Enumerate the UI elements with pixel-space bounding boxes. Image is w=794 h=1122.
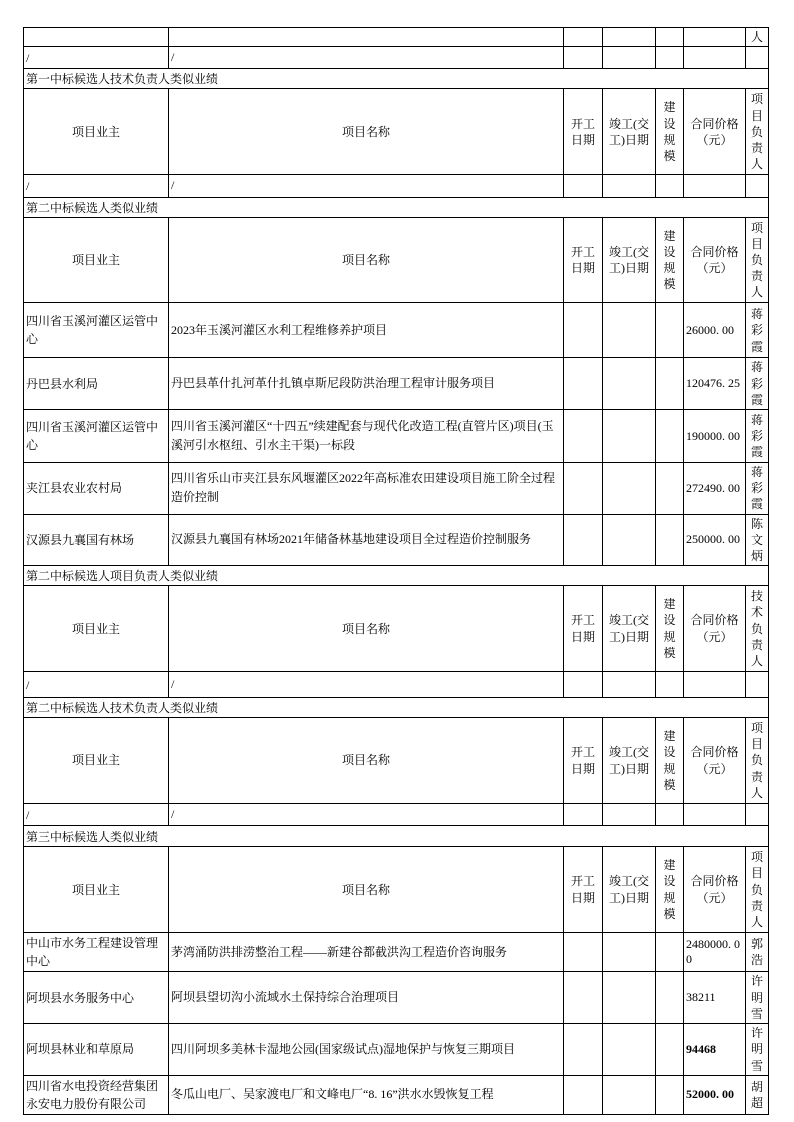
start-date-cell <box>564 972 603 1024</box>
scale-column-header: 建设规模 <box>656 847 684 933</box>
owner-column-header: 项目业主 <box>24 217 169 303</box>
start-date-cell <box>564 1024 603 1076</box>
completion-date-column-header: 竣工(交工)日期 <box>603 847 656 933</box>
section-title-row <box>24 566 769 586</box>
table-row <box>24 672 769 698</box>
scale-column-header: 建设规模 <box>656 718 684 804</box>
owner-cell: / <box>24 804 169 826</box>
completion-date-cell <box>603 672 656 698</box>
start-date-column-header: 开工日期 <box>564 586 603 672</box>
owner-cell: 阿坝县水务服务中心 <box>24 972 169 1024</box>
table-row <box>24 1075 769 1114</box>
completion-date-cell <box>603 28 656 47</box>
completion-date-cell <box>603 303 656 358</box>
person-cell <box>746 804 769 826</box>
project-name-column-header: 项目名称 <box>169 586 564 672</box>
project-name-cell: 四川省乐山市夹江县东风堰灌区2022年高标准农田建设项目施工阶全过程造价控制 <box>169 463 564 515</box>
section-title: 第二中标候选人项目负责人类似业绩 <box>24 566 769 586</box>
price-cell <box>684 47 746 69</box>
completion-date-cell <box>603 463 656 515</box>
scale-cell <box>656 463 684 515</box>
column-header-row <box>24 586 769 672</box>
start-date-cell <box>564 358 603 410</box>
owner-cell: 阿坝县林业和草原局 <box>24 1024 169 1076</box>
project-name-cell: / <box>169 47 564 69</box>
section-title-row <box>24 69 769 89</box>
table-row <box>24 933 769 972</box>
completion-date-column-header: 竣工(交工)日期 <box>603 217 656 303</box>
start-date-cell <box>564 47 603 69</box>
scale-cell <box>656 303 684 358</box>
price-cell: 52000. 00 <box>684 1075 746 1114</box>
performance-table <box>23 27 769 1115</box>
owner-cell: 丹巴县水利局 <box>24 358 169 410</box>
scale-cell <box>656 672 684 698</box>
person-column-header: 项目负责人 <box>746 89 769 175</box>
completion-date-cell <box>603 804 656 826</box>
completion-date-cell <box>603 933 656 972</box>
project-name-cell: / <box>169 804 564 826</box>
price-cell: 94468 <box>684 1024 746 1076</box>
completion-date-cell <box>603 358 656 410</box>
table-row <box>24 1024 769 1076</box>
price-column-header: 合同价格（元） <box>684 217 746 303</box>
table-row <box>24 514 769 566</box>
owner-column-header: 项目业主 <box>24 718 169 804</box>
person-cell: 人 <box>746 28 769 47</box>
table-row <box>24 972 769 1024</box>
table-row <box>24 358 769 410</box>
section-title-row <box>24 698 769 718</box>
owner-column-header: 项目业主 <box>24 847 169 933</box>
owner-column-header: 项目业主 <box>24 586 169 672</box>
start-date-cell <box>564 175 603 197</box>
owner-cell: 四川省水电投资经营集团永安电力股份有限公司 <box>24 1075 169 1114</box>
project-name-cell: / <box>169 175 564 197</box>
start-date-cell <box>564 514 603 566</box>
column-header-row <box>24 847 769 933</box>
owner-cell <box>24 28 169 47</box>
person-column-header: 项目负责人 <box>746 718 769 804</box>
price-cell: 26000. 00 <box>684 303 746 358</box>
section-title: 第三中标候选人类似业绩 <box>24 826 769 847</box>
person-column-header: 项目负责人 <box>746 847 769 933</box>
start-date-cell <box>564 672 603 698</box>
owner-cell: 四川省玉溪河灌区运管中心 <box>24 303 169 358</box>
scale-column-header: 建设规模 <box>656 586 684 672</box>
table-row <box>24 175 769 197</box>
start-date-column-header: 开工日期 <box>564 217 603 303</box>
person-cell: 许明雪 <box>746 1024 769 1076</box>
owner-cell: / <box>24 175 169 197</box>
person-cell: 蒋彩霞 <box>746 410 769 463</box>
person-cell <box>746 47 769 69</box>
price-column-header: 合同价格（元） <box>684 847 746 933</box>
completion-date-cell <box>603 175 656 197</box>
column-header-row <box>24 89 769 175</box>
section-title-row <box>24 197 769 217</box>
start-date-cell <box>564 463 603 515</box>
person-column-header: 项目负责人 <box>746 217 769 303</box>
project-name-cell: 2023年玉溪河灌区水利工程维修养护项目 <box>169 303 564 358</box>
person-cell: 胡超 <box>746 1075 769 1114</box>
start-date-cell <box>564 1075 603 1114</box>
person-cell <box>746 175 769 197</box>
completion-date-cell <box>603 1075 656 1114</box>
price-column-header: 合同价格（元） <box>684 586 746 672</box>
completion-date-cell <box>603 410 656 463</box>
price-cell: 38211 <box>684 972 746 1024</box>
price-cell: 272490. 00 <box>684 463 746 515</box>
start-date-cell <box>564 28 603 47</box>
scale-cell <box>656 358 684 410</box>
owner-column-header: 项目业主 <box>24 89 169 175</box>
person-cell <box>746 672 769 698</box>
table-row <box>24 804 769 826</box>
scale-cell <box>656 514 684 566</box>
project-name-column-header: 项目名称 <box>169 89 564 175</box>
table-row <box>24 410 769 463</box>
completion-date-column-header: 竣工(交工)日期 <box>603 586 656 672</box>
person-cell: 许明雪 <box>746 972 769 1024</box>
completion-date-cell <box>603 47 656 69</box>
section-title: 第一中标候选人技术负责人类似业绩 <box>24 69 769 89</box>
start-date-cell <box>564 933 603 972</box>
completion-date-cell <box>603 972 656 1024</box>
scale-column-header: 建设规模 <box>656 89 684 175</box>
project-name-cell: 茅湾涌防洪排涝整治工程——新建谷都截洪沟工程造价咨询服务 <box>169 933 564 972</box>
scale-cell <box>656 47 684 69</box>
section-title: 第二中标候选人技术负责人类似业绩 <box>24 698 769 718</box>
price-cell <box>684 175 746 197</box>
performance-table-body <box>24 28 769 1115</box>
scale-cell <box>656 175 684 197</box>
person-cell: 蒋彩霞 <box>746 303 769 358</box>
price-cell: 120476. 25 <box>684 358 746 410</box>
start-date-cell <box>564 303 603 358</box>
price-cell <box>684 28 746 47</box>
column-header-row <box>24 718 769 804</box>
scale-cell <box>656 1075 684 1114</box>
owner-cell: 汉源县九襄国有林场 <box>24 514 169 566</box>
scale-column-header: 建设规模 <box>656 217 684 303</box>
scale-cell <box>656 410 684 463</box>
price-column-header: 合同价格（元） <box>684 718 746 804</box>
start-date-cell <box>564 410 603 463</box>
project-name-cell: 汉源县九襄国有林场2021年储备林基地建设项目全过程造价控制服务 <box>169 514 564 566</box>
project-name-cell: 四川阿坝多美林卡湿地公园(国家级试点)湿地保护与恢复三期项目 <box>169 1024 564 1076</box>
scale-cell <box>656 933 684 972</box>
table-row <box>24 463 769 515</box>
owner-cell: / <box>24 47 169 69</box>
column-header-row <box>24 217 769 303</box>
owner-cell: / <box>24 672 169 698</box>
section-title-row <box>24 826 769 847</box>
owner-cell: 中山市水务工程建设管理中心 <box>24 933 169 972</box>
start-date-column-header: 开工日期 <box>564 718 603 804</box>
scale-cell <box>656 804 684 826</box>
price-cell: 250000. 00 <box>684 514 746 566</box>
person-cell: 蒋彩霞 <box>746 358 769 410</box>
completion-date-column-header: 竣工(交工)日期 <box>603 718 656 804</box>
person-cell: 郭浩 <box>746 933 769 972</box>
continuation-row <box>24 28 769 47</box>
table-row <box>24 47 769 69</box>
completion-date-cell <box>603 514 656 566</box>
section-title: 第二中标候选人类似业绩 <box>24 197 769 217</box>
price-column-header: 合同价格（元） <box>684 89 746 175</box>
project-name-cell: / <box>169 672 564 698</box>
person-cell: 蒋彩霞 <box>746 463 769 515</box>
project-name-column-header: 项目名称 <box>169 217 564 303</box>
project-name-cell: 四川省玉溪河灌区“十四五”续建配套与现代化改造工程(直管片区)项目(玉溪河引水枢纽、引水主干渠)一标段 <box>169 410 564 463</box>
start-date-column-header: 开工日期 <box>564 89 603 175</box>
project-name-cell: 冬瓜山电厂、吴家渡电厂和文峰电厂“8. 16”洪水水毁恢复工程 <box>169 1075 564 1114</box>
scale-cell <box>656 1024 684 1076</box>
scale-cell <box>656 972 684 1024</box>
owner-cell: 四川省玉溪河灌区运管中心 <box>24 410 169 463</box>
project-name-cell: 丹巴县革什扎河革什扎镇卓斯尼段防洪治理工程审计服务项目 <box>169 358 564 410</box>
project-name-column-header: 项目名称 <box>169 718 564 804</box>
project-name-cell <box>169 28 564 47</box>
owner-cell: 夹江县农业农村局 <box>24 463 169 515</box>
person-cell: 陈文炳 <box>746 514 769 566</box>
price-cell: 2480000. 00 <box>684 933 746 972</box>
start-date-cell <box>564 804 603 826</box>
start-date-column-header: 开工日期 <box>564 847 603 933</box>
price-cell <box>684 672 746 698</box>
table-row <box>24 303 769 358</box>
person-column-header: 技术负责人 <box>746 586 769 672</box>
completion-date-cell <box>603 1024 656 1076</box>
project-name-column-header: 项目名称 <box>169 847 564 933</box>
price-cell <box>684 804 746 826</box>
price-cell: 190000. 00 <box>684 410 746 463</box>
project-name-cell: 阿坝县望切沟小流域水土保持综合治理项目 <box>169 972 564 1024</box>
completion-date-column-header: 竣工(交工)日期 <box>603 89 656 175</box>
scale-cell <box>656 28 684 47</box>
